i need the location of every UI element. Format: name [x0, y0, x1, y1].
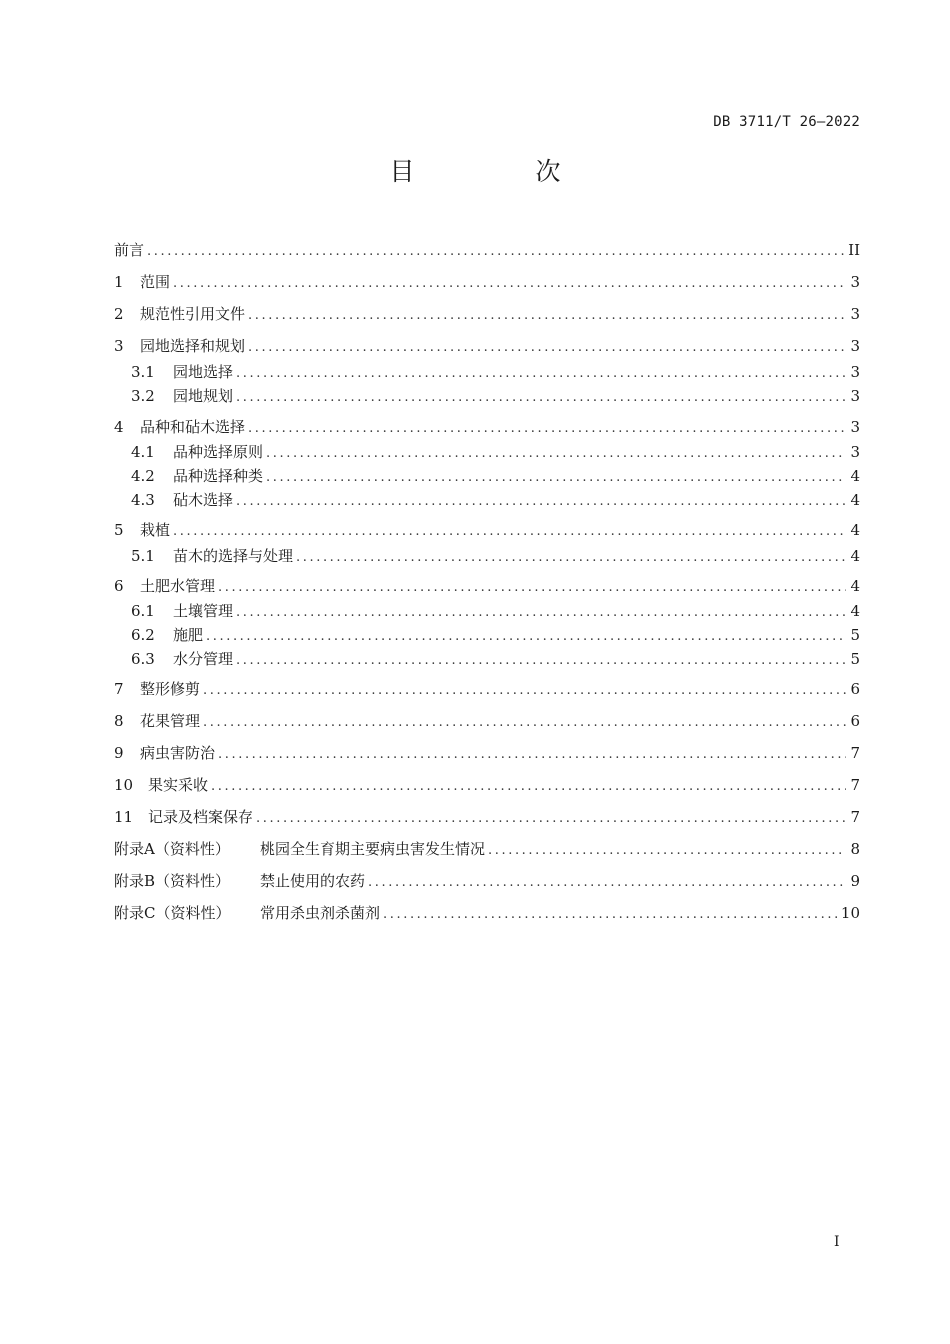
- toc-num: 7: [114, 680, 124, 698]
- toc-row[interactable]: [114, 575, 860, 597]
- toc-label: 栽植: [140, 521, 171, 539]
- toc-page: 5: [850, 650, 860, 668]
- toc-num: 9: [114, 744, 124, 762]
- toc-page: 3: [850, 363, 860, 381]
- toc-page: 3: [850, 305, 860, 323]
- toc-leader: [236, 650, 846, 672]
- toc-leader: [488, 840, 846, 862]
- toc-leader: [218, 577, 846, 599]
- toc-num: 10: [114, 776, 134, 794]
- toc-label: 砧木选择: [173, 491, 234, 509]
- toc-label: 整形修剪: [140, 680, 201, 698]
- toc-page: 4: [850, 602, 860, 620]
- toc-num: 5: [114, 521, 124, 539]
- toc-num: 1: [114, 273, 124, 291]
- toc-leader: [248, 305, 846, 327]
- toc-page: 3: [850, 418, 860, 436]
- toc-page: 7: [850, 808, 860, 826]
- toc-row[interactable]: [114, 742, 860, 764]
- toc-leader: [218, 744, 846, 766]
- toc-leader: [173, 273, 846, 295]
- doc-code: DB 3711/T 26—2022: [713, 114, 860, 130]
- toc-num: 附录A（资料性）: [114, 840, 230, 858]
- toc-page: 3: [850, 443, 860, 461]
- toc-row[interactable]: [131, 441, 860, 463]
- toc-page: 7: [850, 744, 860, 762]
- toc-row[interactable]: [131, 545, 860, 567]
- toc-num: 4: [114, 418, 124, 436]
- toc-label: 果实采收: [148, 776, 209, 794]
- toc-row-appendix-a[interactable]: [114, 838, 860, 860]
- toc-num: 6.2: [131, 626, 155, 644]
- toc-page: 6: [850, 712, 860, 730]
- toc-row-appendix-c[interactable]: [114, 902, 860, 924]
- toc-leader: [266, 467, 846, 489]
- toc-row[interactable]: [131, 648, 860, 670]
- toc-num: 6.1: [131, 602, 155, 620]
- toc-num: 附录C（资料性）: [114, 904, 231, 922]
- toc-leader: [236, 602, 846, 624]
- toc-page: 8: [850, 840, 860, 858]
- toc-row[interactable]: [114, 710, 860, 732]
- toc-leader: [173, 521, 846, 543]
- toc-page: 4: [850, 547, 860, 565]
- toc-leader: [368, 872, 846, 894]
- toc-page: 7: [850, 776, 860, 794]
- toc-leader: [248, 337, 846, 359]
- toc-label: 常用杀虫剂杀菌剂: [260, 904, 381, 922]
- toc-label: 品种和砧木选择: [140, 418, 246, 436]
- toc-num: 3.1: [131, 363, 155, 381]
- toc-num: 4.2: [131, 467, 155, 485]
- toc-label: 苗木的选择与处理: [173, 547, 294, 565]
- toc-page: 3: [850, 387, 860, 405]
- toc-leader: [236, 387, 846, 409]
- toc-row[interactable]: [131, 600, 860, 622]
- toc-label: 前言: [114, 241, 145, 259]
- toc-num: 6.3: [131, 650, 155, 668]
- toc-label: 范围: [140, 273, 171, 291]
- toc-num: 5.1: [131, 547, 155, 565]
- toc-row[interactable]: [131, 624, 860, 646]
- toc-num: 6: [114, 577, 124, 595]
- toc-row-appendix-b[interactable]: [114, 870, 860, 892]
- toc-leader: [296, 547, 846, 569]
- toc-num: 11: [114, 808, 134, 826]
- toc-page: 10: [840, 904, 860, 922]
- toc-label: 园地规划: [173, 387, 234, 405]
- toc-num: 8: [114, 712, 124, 730]
- toc-leader: [203, 712, 846, 734]
- toc-row[interactable]: [114, 774, 860, 796]
- toc-num: 附录B（资料性）: [114, 872, 231, 890]
- toc-leader: [383, 904, 837, 926]
- toc-label: 土肥水管理: [140, 577, 216, 595]
- toc-row[interactable]: [114, 519, 860, 541]
- toc-label: 禁止使用的农药: [260, 872, 366, 890]
- toc-row[interactable]: [131, 489, 860, 511]
- toc-label: 规范性引用文件: [140, 305, 246, 323]
- toc-leader: [236, 491, 846, 513]
- toc-num: 2: [114, 305, 124, 323]
- toc-page: 4: [850, 491, 860, 509]
- toc-page: 3: [850, 273, 860, 291]
- toc-page: 4: [850, 577, 860, 595]
- toc-label: 桃园全生育期主要病虫害发生情况: [260, 840, 486, 858]
- toc-page: 4: [850, 521, 860, 539]
- page-title: 目 次: [389, 157, 609, 186]
- toc-label: 园地选择和规划: [140, 337, 246, 355]
- toc-page: 3: [850, 337, 860, 355]
- toc-label: 水分管理: [173, 650, 234, 668]
- toc-label: 品种选择原则: [173, 443, 264, 461]
- toc-page: 4: [850, 467, 860, 485]
- toc-row[interactable]: [131, 361, 860, 383]
- toc-label: 园地选择: [173, 363, 234, 381]
- toc-label: 花果管理: [140, 712, 201, 730]
- toc-row[interactable]: [114, 416, 860, 438]
- toc-num: 3.2: [131, 387, 155, 405]
- toc-page: 6: [850, 680, 860, 698]
- toc-num: 4.3: [131, 491, 155, 509]
- toc-leader: [256, 808, 846, 830]
- toc-num: 3: [114, 337, 124, 355]
- toc-page: 5: [850, 626, 860, 644]
- toc-row[interactable]: [131, 385, 860, 407]
- toc-leader: [248, 418, 846, 440]
- toc-label: 土壤管理: [173, 602, 234, 620]
- toc-row[interactable]: [114, 806, 860, 828]
- toc-leader: [147, 241, 844, 263]
- toc-label: 病虫害防治: [140, 744, 216, 762]
- toc-row[interactable]: [114, 678, 860, 700]
- toc-leader: [206, 626, 846, 648]
- toc-row-preface[interactable]: [114, 239, 860, 261]
- footer-page-number: I: [834, 1234, 840, 1250]
- toc-label: 施肥: [173, 626, 204, 644]
- toc-leader: [266, 443, 846, 465]
- toc-row[interactable]: [114, 303, 860, 325]
- toc-num: 4.1: [131, 443, 155, 461]
- toc-label: 品种选择种类: [173, 467, 264, 485]
- toc-leader: [236, 363, 846, 385]
- toc-label: 记录及档案保存: [148, 808, 254, 826]
- toc-row[interactable]: [114, 335, 860, 357]
- toc-page: 9: [850, 872, 860, 890]
- toc-page: II: [848, 241, 860, 259]
- toc-leader: [203, 680, 846, 702]
- toc-leader: [211, 776, 846, 798]
- toc-row[interactable]: [131, 465, 860, 487]
- toc-row[interactable]: [114, 271, 860, 293]
